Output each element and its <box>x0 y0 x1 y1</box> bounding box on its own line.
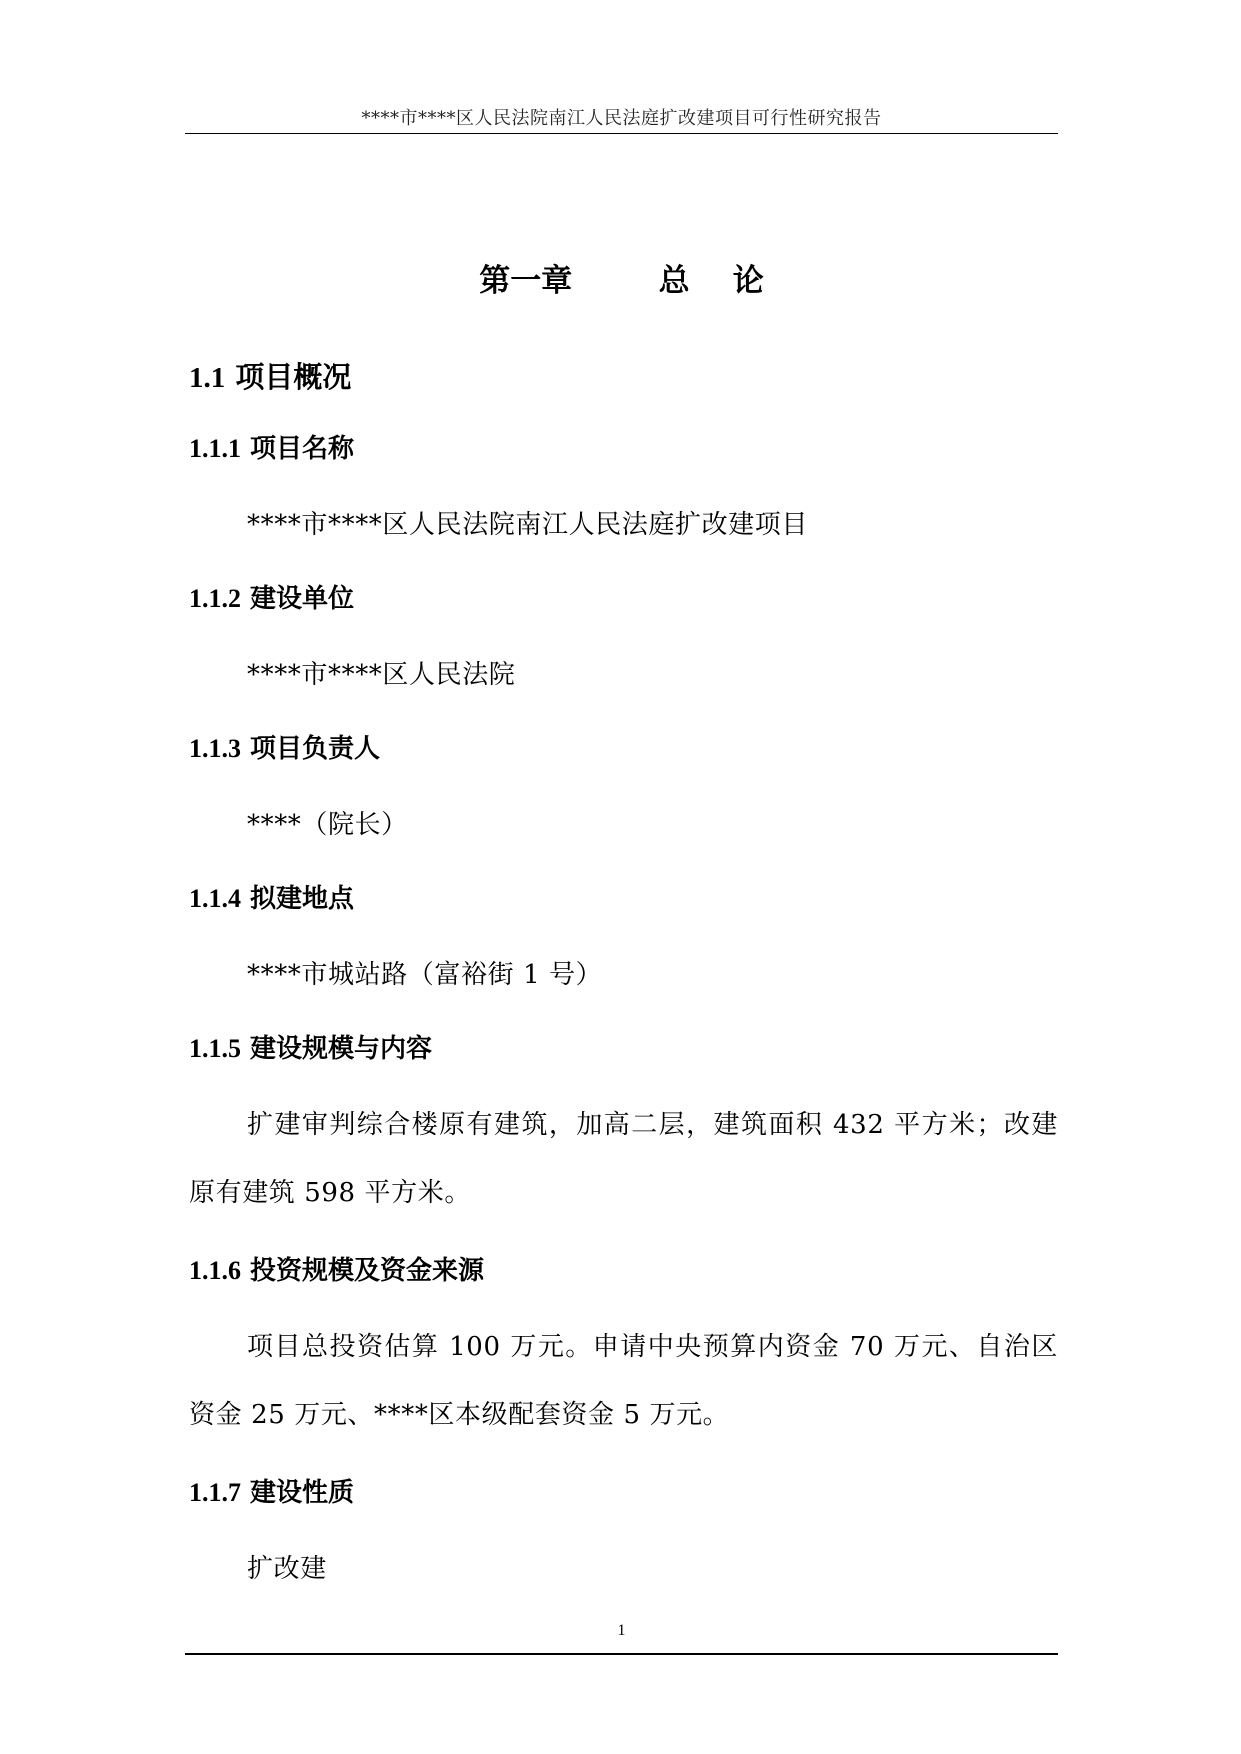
subsection-number: 1.1.1 <box>189 434 241 463</box>
subsection-body: 扩改建 <box>247 1554 327 1584</box>
subsection-heading <box>189 728 380 765</box>
subsection-number: 1.1.6 <box>189 1256 241 1285</box>
subsection-body: ****市****区人民法院南江人民法庭扩改建项目 <box>247 510 809 540</box>
subsection-number: 1.1.7 <box>189 1478 241 1507</box>
chapter-title: 第一章 总 论 <box>479 263 764 299</box>
subsection-heading <box>189 1472 354 1509</box>
subsection-body: ****（院长） <box>247 810 408 840</box>
page-number: 1 <box>617 1622 626 1639</box>
footer-rule <box>185 1653 1058 1655</box>
running-header: ****市****区人民法院南江人民法庭扩改建项目可行性研究报告 <box>361 108 882 129</box>
subsection-heading <box>189 1250 484 1287</box>
subsection-number: 1.1.5 <box>189 1034 241 1063</box>
subsection-title: 投资规模及资金来源 <box>241 1256 485 1286</box>
subsection-title: 建设性质 <box>241 1478 355 1508</box>
section-number: 1.1 <box>189 362 226 394</box>
subsection-body: 项目总投资估算 100 万元。申请中央预算内资金 70 万元、自治区资金 25 万元、****区本级配套资金 5 万元。 <box>189 1332 1058 1430</box>
subsection-heading <box>189 1028 432 1065</box>
subsection-heading <box>189 428 354 465</box>
section-heading <box>189 355 351 396</box>
subsection-title: 项目名称 <box>241 434 355 464</box>
section-title: 项目概况 <box>225 360 352 394</box>
subsection-title: 拟建地点 <box>241 884 355 914</box>
subsection-title: 建设单位 <box>241 584 355 614</box>
subsection-title: 项目负责人 <box>241 734 381 764</box>
subsection-body: 扩建审判综合楼原有建筑，加高二层，建筑面积 432 平方米；改建原有建筑 598 平方米。 <box>189 1110 1058 1208</box>
subsection-body: ****市城站路（富裕街 1 号） <box>247 960 603 990</box>
subsection-number: 1.1.4 <box>189 884 241 913</box>
header-rule <box>185 133 1058 134</box>
subsection-heading <box>189 578 354 615</box>
subsection-heading <box>189 878 354 915</box>
subsection-number: 1.1.3 <box>189 734 241 763</box>
subsection-body: ****市****区人民法院 <box>247 660 516 690</box>
subsection-number: 1.1.2 <box>189 584 241 613</box>
subsection-title: 建设规模与内容 <box>241 1034 433 1064</box>
